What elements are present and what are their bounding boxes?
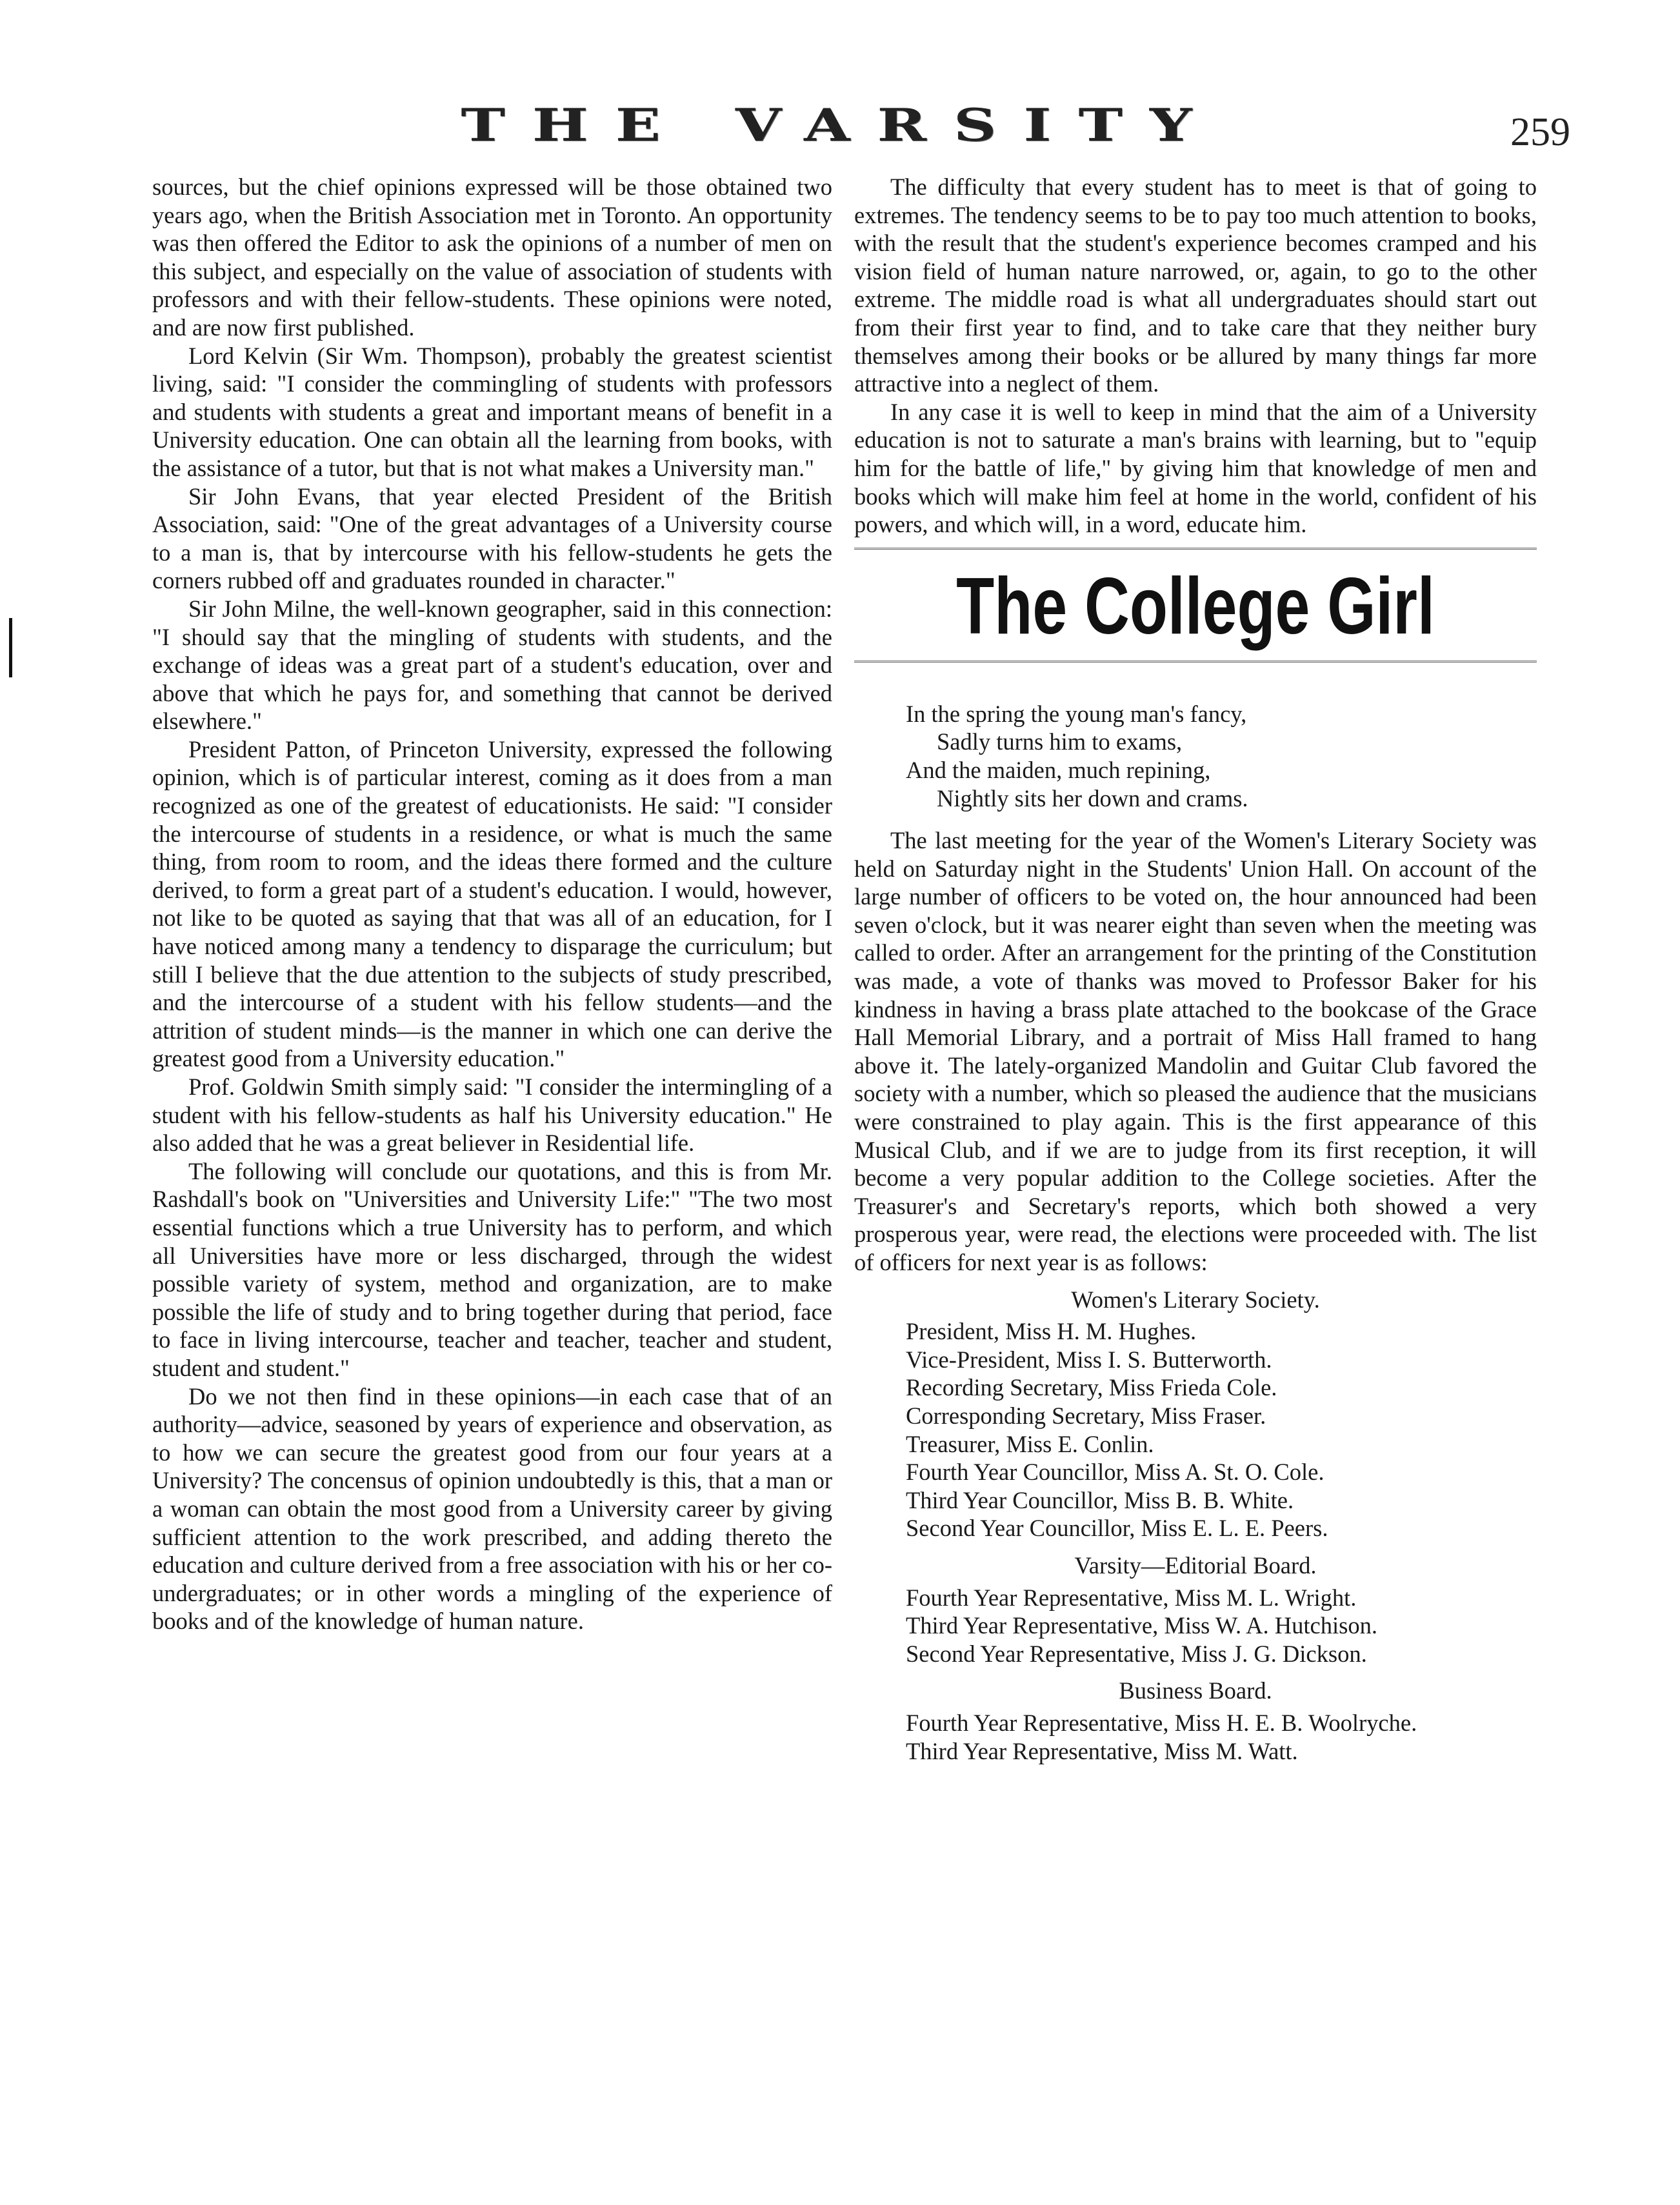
list-item: Third Year Representative, Miss W. A. Hutchison. <box>906 1612 1377 1639</box>
wls-officer-list <box>906 1317 1537 1542</box>
poem-line: Nightly sits her down and crams. <box>937 784 1248 812</box>
poem-line: Sadly turns him to exams, <box>937 728 1183 755</box>
list-item: Vice-President, Miss I. S. Butterworth. <box>906 1346 1272 1373</box>
paragraph: Sir John Evans, that year elected President of the British Association, said: "One of the great advantages of a University course to a man is, that by intercourse with his fellow-students he gets the corners rubbed off and graduates rounded in character." <box>152 483 832 594</box>
paragraph: In any case it is well to keep in mind that the aim of a University education is not to saturate a man's brains with learning, but to "equip him for the battle of life," by giving him that knowledge of men and books which will make him feel at home in the world, confident of his powers, and which will, in a word, educate him. <box>854 398 1537 538</box>
editorial-board-list <box>906 1584 1537 1668</box>
section-rule-bottom <box>854 661 1537 663</box>
business-board-list <box>854 1709 1537 1765</box>
list-item: Fourth Year Councillor, Miss A. St. O. Cole. <box>906 1459 1325 1486</box>
list-item: Fourth Year Representative, Miss M. L. Wright. <box>906 1584 1357 1611</box>
margin-mark <box>9 618 12 677</box>
poem-line: In the spring the young man's fancy, <box>906 700 1247 727</box>
paragraph: President Patton, of Princeton University, expressed the following opinion, which is of particular interest, coming as it does from a man recognized as one of the greatest of educationists. He said: "I consider the intercourse of students in a residence, or what is much the same thing, from room to room, and the ideas there formed and the culture derived, to form a great part of a student's education. I would, however, not like to be quoted as saying that that was all of an education, for I have noticed among many a tendency to disparage the curriculum; but still I believe that the due attention to the subjects of study prescribed, and the intercourse of a student with his fellow students—and the attrition of student minds—is the manner in which one can derive the greatest good from a University education." <box>152 735 832 1072</box>
article-paragraph: The last meeting for the year of the Women's Literary Society was held on Saturday night in the Students' Union Hall. On account of the large number of officers to be voted on, the hour announced had been seven o'clock, but it was nearer eight than seven when the meeting was called to order. After an arrangement for the printing of the Constitution was made, a vote of thanks was moved to Professor Baker for his kindness in having a brass plate attached to the bookcase of the Grace Hall Memorial Library, and a portrait of Miss Hall framed to hang above it. The lately-organized Mandolin and Guitar Club favored the society with a number, which so pleased the audience that the musicians were constrained to play again. This is the first appearance of this Musical Club, and if we are to judge from its first reception, it will become a very popular addition to the College societies. After the Treasurer's and Secretary's reports, which both showed a very prosperous year, were read, the elections were proceeded with. The list of officers for next year is as follows: <box>854 827 1537 1275</box>
list-item: Third Year Representative, Miss M. Watt. <box>906 1737 1298 1764</box>
masthead <box>0 90 1680 168</box>
poem <box>906 700 1537 812</box>
list-item: Corresponding Secretary, Miss Fraser. <box>906 1402 1266 1429</box>
paragraph: The following will conclude our quotations, and this is from Mr. Rashdall's book on "Universities and University Life:" "The two most essential functions which a true University has to perform, and which all Universities have more or less discharged, through the widest possible variety of system, method and organization, are to make possible the life of study and to bring together during that period, face to face in living intercourse, teacher and teacher, teacher and student, student and student." <box>152 1157 832 1381</box>
right-column <box>854 173 1537 1765</box>
list-item: Treasurer, Miss E. Conlin. <box>906 1430 1154 1457</box>
paragraph: sources, but the chief opinions expressed will be those obtained two years ago, when the British Association met in Toronto. An opportunity was then offered the Editor to ask the opinions of a number of men on this subject, and especially on the value of association of students with professors and with their fellow-students. These opinions were noted, and are now first published. <box>152 174 832 341</box>
list-item: Second Year Councillor, Miss E. L. E. Peers. <box>906 1515 1328 1542</box>
wls-heading: Women's Literary Society. <box>1071 1286 1320 1313</box>
paragraph: Lord Kelvin (Sir Wm. Thompson), probably the greatest scientist living, said: "I consider the commingling of students with professors and students with students a great and important means of benefit in a University education. One can obtain all the learning from books, with the assistance of a tutor, but that is not what makes a University man." <box>152 342 832 481</box>
masthead-title: THE VARSITY <box>461 99 1219 152</box>
list-item: Recording Secretary, Miss Frieda Cole. <box>906 1374 1277 1401</box>
paragraph: Sir John Milne, the well-known geographer, said in this connection: "I should say that the mingling of students with students, and the exchange of ideas was a great part of a student's education, over and above that which he pays for, and something that cannot be derived elsewhere." <box>152 595 832 735</box>
list-item: Third Year Councillor, Miss B. B. White. <box>906 1486 1294 1513</box>
list-item: President, Miss H. M. Hughes. <box>906 1318 1197 1345</box>
left-column <box>152 173 832 1635</box>
business-heading: Business Board. <box>1119 1677 1272 1704</box>
page-number: 259 <box>1510 110 1570 154</box>
editorial-heading: Varsity—Editorial Board. <box>1074 1551 1317 1579</box>
paragraph: Do we not then find in these opinions—in each case that of an authority—advice, seasoned by years of experience and observation, as to how we can secure the greatest good from our four years at a University? The concensus of opinion undoubtedly is this, that a man or a woman can obtain the most good from a University career by giving sufficient attention to the work prescribed, and adding thereto the education and culture derived from a free association with his or her co-undergraduates; or in other words a mingling of the experience of books and of the knowledge of human nature. <box>152 1382 832 1635</box>
list-item: Second Year Representative, Miss J. G. Dickson. <box>906 1640 1367 1667</box>
section-title: The College Girl <box>956 561 1435 651</box>
paragraph: Prof. Goldwin Smith simply said: "I consider the intermingling of a student with his fellow-students as half his University education." He also added that he was a great believer in Residential life. <box>152 1073 832 1157</box>
poem-line: And the maiden, much repining, <box>906 756 1211 783</box>
section-rule-top <box>854 548 1537 550</box>
list-item: Fourth Year Representative, Miss H. E. B. Woolryche. <box>906 1709 1417 1736</box>
paragraph: The difficulty that every student has to meet is that of going to extremes. The tendency seems to be to pay too much attention to books, with the result that the student's experience becomes cramped and his vision field of human nature narrowed, or, again, to go to the other extreme. The middle road is what all undergraduates should start out from their first year to find, and to take care that they neither bury themselves among their books or be allured by many things far more attractive into a neglect of them. <box>854 174 1537 397</box>
